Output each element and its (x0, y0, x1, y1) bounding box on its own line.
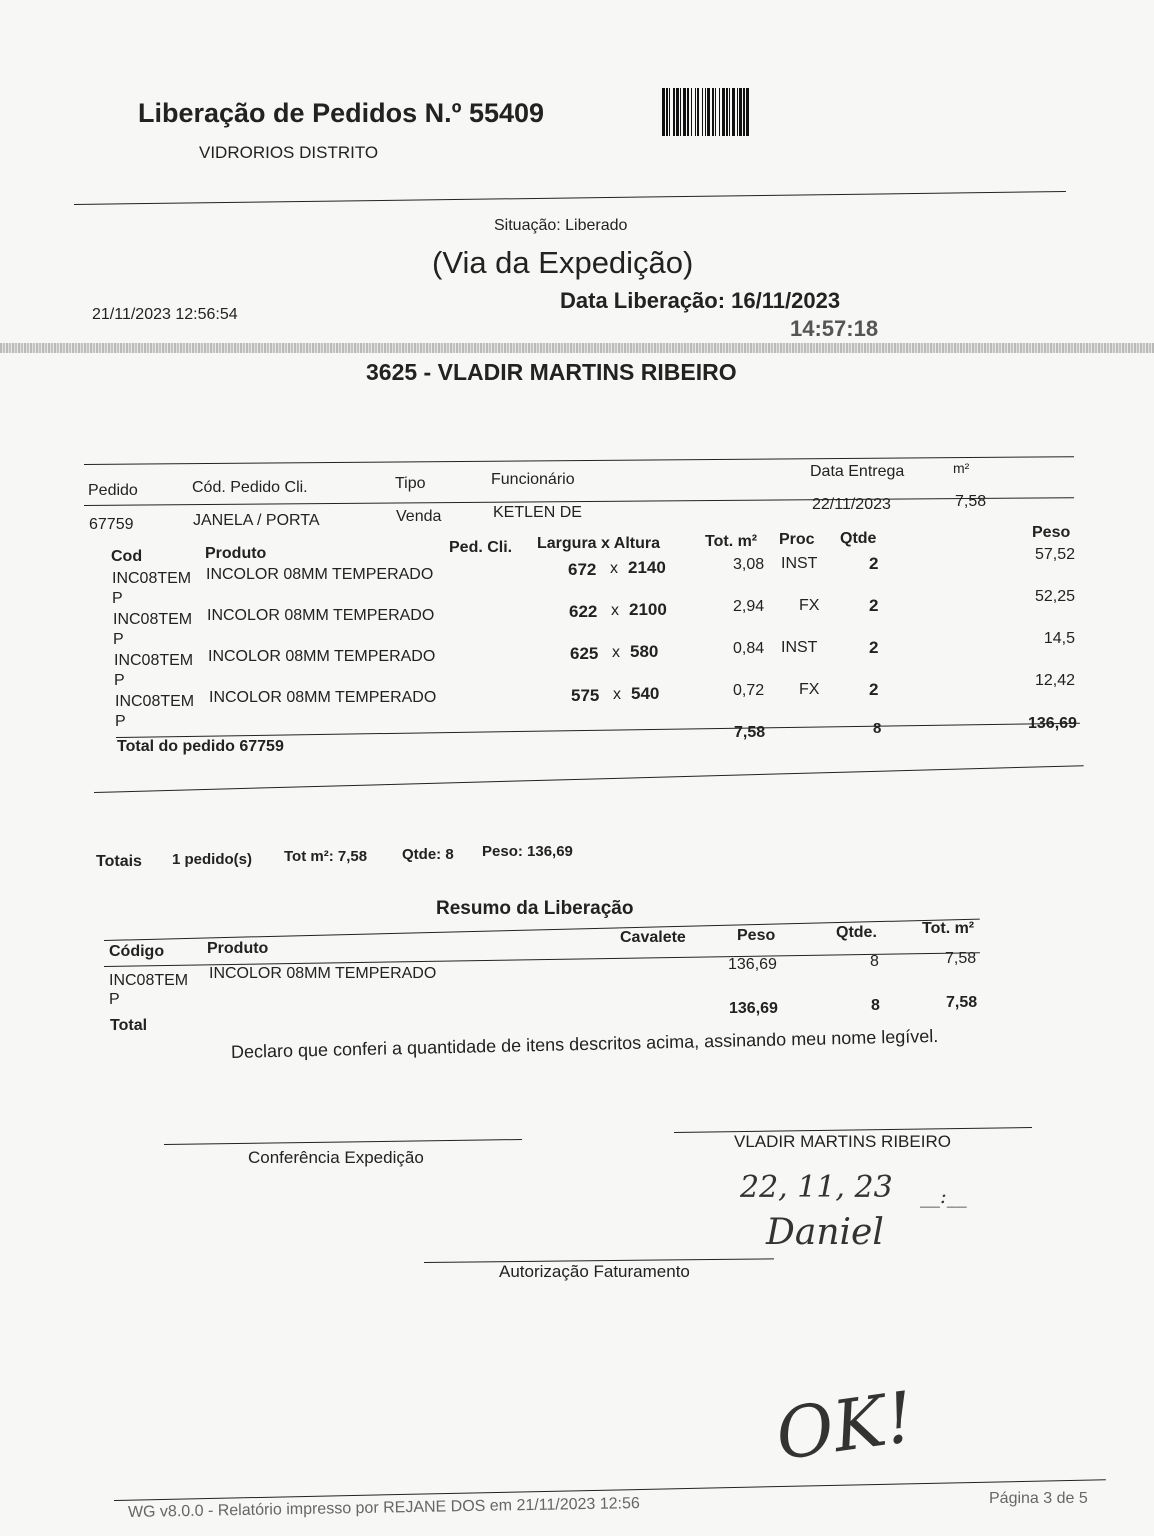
resumo-total-qtde: 8 (871, 997, 880, 1014)
item-largura: 672 (568, 560, 597, 579)
item-peso: 52,25 (1034, 588, 1075, 605)
item-peso: 14,5 (1043, 630, 1075, 647)
col-cod-pedido-cli: Cód. Pedido Cli. (192, 479, 308, 496)
item-cod: INC08TEM (114, 652, 194, 669)
items-col-peso: Peso (1032, 524, 1071, 541)
resumo-row-cod2: P (109, 991, 120, 1008)
handwritten-date: 22, 11, 23 (740, 1170, 893, 1205)
resumo-total-label: Total (110, 1017, 148, 1034)
order-top-line (84, 456, 1074, 465)
item-qtde: 2 (869, 596, 879, 615)
item-qtde: 2 (869, 680, 879, 699)
col-m2: m² (953, 460, 970, 476)
item-produto: INCOLOR 08MM TEMPERADO (207, 607, 435, 624)
resumo-total-tot-m2: 7,58 (946, 994, 978, 1011)
scan-noise-band (0, 343, 1154, 353)
item-cod: INC08TEM (115, 693, 195, 710)
resumo-row-peso: 136,69 (728, 956, 777, 973)
footer-printed-by: WG v8.0.0 - Relatório impresso por REJANE DOS em 21/11/2023 12:56 (127, 1495, 640, 1521)
item-tot-m2: 2,94 (733, 598, 765, 615)
item-proc: FX (799, 597, 820, 614)
item-qtde: 2 (869, 554, 879, 573)
col-funcionario: Funcionário (491, 471, 575, 488)
totals-label: Totais (96, 853, 142, 870)
release-date: Data Liberação: 16/11/2023 (560, 288, 841, 313)
barcode (662, 88, 836, 136)
resumo-col-produto: Produto (207, 940, 269, 957)
order-total-label: Total do pedido 67759 (117, 738, 284, 755)
item-tot-m2: 3,08 (733, 556, 765, 573)
barcode-bar (749, 88, 751, 136)
resumo-row-cod1: INC08TEM (109, 972, 189, 989)
resumo-col-codigo: Código (109, 943, 165, 960)
resumo-col-cavalete: Cavalete (620, 929, 686, 946)
item-largura: 575 (571, 686, 600, 705)
item-peso: 12,42 (1034, 672, 1075, 689)
status-text: Situação: Liberado (494, 217, 628, 234)
conferencia-label: Conferência Expedição (248, 1148, 424, 1167)
item-cod: INC08TEM (113, 611, 193, 628)
item-largura: 622 (569, 602, 598, 621)
items-col-ped-cli: Ped. Cli. (449, 539, 513, 556)
totals-m2: Tot m²: 7,58 (284, 848, 368, 865)
item-cod-suffix: P (113, 631, 124, 648)
footer-page: Página 3 de 5 (989, 1490, 1088, 1507)
order-total-peso: 136,69 (1028, 715, 1077, 732)
autorizacao-label: Autorização Faturamento (499, 1262, 690, 1281)
resumo-col-peso: Peso (737, 927, 776, 944)
printed-timestamp: 21/11/2023 12:56:54 (92, 306, 238, 323)
items-col-cod: Cod (111, 548, 143, 565)
item-x: x (611, 602, 619, 619)
release-time: 14:57:18 (790, 316, 879, 341)
item-cod: INC08TEM (112, 570, 192, 587)
order-funcionario: KETLEN DE (493, 504, 582, 521)
order-total-m2: 7,58 (734, 724, 766, 741)
totals-peso: Peso: 136,69 (482, 843, 573, 860)
order-bottom-line (94, 765, 1084, 793)
item-x: x (612, 644, 620, 661)
header-divider (74, 191, 1066, 205)
items-col-largura-altura: Largura x Altura (537, 535, 660, 552)
items-col-qtde: Qtde (840, 530, 877, 547)
item-x: x (610, 560, 618, 577)
item-produto: INCOLOR 08MM TEMPERADO (208, 648, 436, 665)
totals-pedidos: 1 pedido(s) (172, 851, 253, 868)
col-data-entrega: Data Entrega (810, 463, 905, 480)
via-label: (Via da Expedição) (432, 245, 694, 280)
handwritten-ok: OK! (770, 1375, 919, 1477)
col-tipo: Tipo (395, 475, 426, 492)
item-tot-m2: 0,72 (733, 682, 765, 699)
item-cod-suffix: P (114, 672, 125, 689)
resumo-row-produto: INCOLOR 08MM TEMPERADO (209, 965, 437, 982)
declaration-text: Declaro que conferi a quantidade de itens descritos acima, assinando meu nome legível. (230, 1025, 939, 1062)
totals-qtde: Qtde: 8 (402, 846, 454, 863)
items-col-produto: Produto (205, 545, 267, 562)
item-produto: INCOLOR 08MM TEMPERADO (209, 689, 437, 706)
items-total-line (116, 723, 1080, 738)
order-cod-cli: JANELA / PORTA (193, 512, 320, 529)
item-altura: 580 (630, 642, 659, 661)
order-m2: 7,58 (955, 493, 987, 510)
item-qtde: 2 (869, 638, 879, 657)
resumo-col-tot-m2: Tot. m² (922, 920, 975, 937)
resumo-total-peso: 136,69 (729, 1000, 778, 1017)
item-cod-suffix: P (112, 590, 123, 607)
item-produto: INCOLOR 08MM TEMPERADO (206, 566, 434, 583)
order-total-qtde: 8 (873, 720, 882, 737)
order-number: 67759 (89, 516, 134, 533)
order-data-entrega: 22/11/2023 (812, 496, 891, 513)
handwritten-signature: Daniel (766, 1212, 884, 1253)
company-name: VIDRORIOS DISTRITO (199, 143, 379, 162)
item-altura: 540 (631, 684, 660, 703)
col-pedido: Pedido (88, 482, 138, 499)
resumo-row-tot-m2: 7,58 (945, 950, 977, 967)
item-proc: INST (781, 639, 818, 656)
item-x: x (613, 686, 621, 703)
item-proc: INST (781, 555, 818, 572)
handwritten-date-trailer: __:__ (920, 1184, 967, 1208)
resumo-row-qtde: 8 (870, 953, 879, 970)
items-col-proc: Proc (779, 531, 815, 548)
conferencia-line (164, 1139, 522, 1145)
resumo-col-qtde: Qtde. (836, 924, 877, 941)
client-signature-name: VLADIR MARTINS RIBEIRO (734, 1132, 951, 1151)
document-title: Liberação de Pedidos N.º 55409 (138, 98, 545, 128)
order-tipo: Venda (396, 508, 442, 525)
item-tot-m2: 0,84 (733, 640, 765, 657)
client-name: 3625 - VLADIR MARTINS RIBEIRO (366, 359, 737, 385)
items-col-tot-m2: Tot. m² (705, 533, 758, 550)
item-largura: 625 (570, 644, 599, 663)
item-peso: 57,52 (1034, 546, 1075, 563)
item-altura: 2140 (628, 558, 666, 577)
item-altura: 2100 (629, 600, 667, 619)
resumo-title: Resumo da Liberação (436, 898, 634, 919)
item-proc: FX (799, 681, 820, 698)
item-cod-suffix: P (115, 713, 126, 730)
